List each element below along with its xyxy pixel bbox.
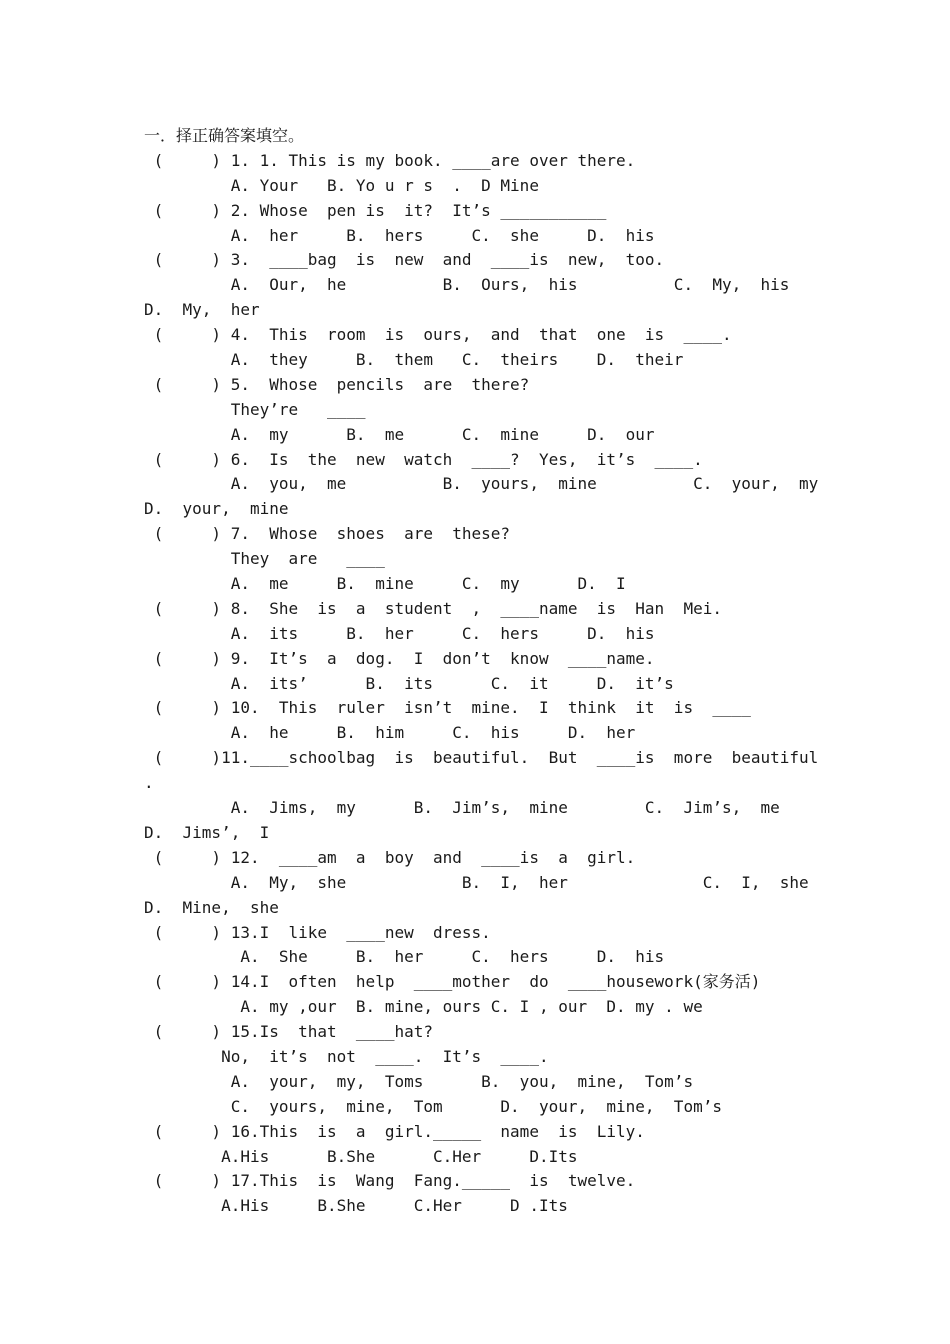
text-line: ( ) 17.This is Wang Fang._____ is twelve. bbox=[144, 1171, 636, 1191]
text-line: A. Jims, my B. Jim’s, mine C. Jim’s, me bbox=[144, 798, 780, 818]
text-line: A.His B.She C.Her D.Its bbox=[144, 1146, 578, 1166]
text-line: D. Mine, she bbox=[144, 897, 279, 917]
text-line: D. My, her bbox=[144, 300, 260, 320]
text-line: ( ) 8. She is a student , ____name is Han Mei. bbox=[144, 598, 722, 618]
text-line: . bbox=[144, 773, 154, 793]
text-line: They are ____ bbox=[144, 549, 385, 569]
question-list bbox=[144, 149, 824, 1219]
section-title: 一．择正确答案填空。 bbox=[144, 126, 305, 145]
text-line: No, it’s not ____. It’s ____. bbox=[144, 1046, 549, 1066]
text-line: ( ) 14.I often help ____mother do ____housework(家务活) bbox=[144, 972, 761, 992]
text-line: ( ) 2. Whose pen is it? It’s ___________ bbox=[144, 200, 607, 220]
text-line: A.His B.She C.Her D .Its bbox=[144, 1196, 568, 1216]
text-line: ( ) 15.Is that ____hat? bbox=[144, 1022, 433, 1042]
text-line: ( ) 5. Whose pencils are there? bbox=[144, 374, 530, 394]
text-line: ( ) 13.I like ____new dress. bbox=[144, 922, 491, 942]
text-line: D. your, mine bbox=[144, 499, 289, 519]
text-line: ( ) 16.This is a girl._____ name is Lily. bbox=[144, 1121, 645, 1141]
exercise-content bbox=[144, 124, 824, 1219]
text-line: A. your, my, Toms B. you, mine, Tom’s bbox=[144, 1071, 694, 1091]
text-line: A. me B. mine C. my D. I bbox=[144, 574, 626, 594]
text-line: A. its’ B. its C. it D. it’s bbox=[144, 673, 674, 693]
text-line: ( )11.____schoolbag is beautiful. But ____is more beautiful bbox=[144, 748, 819, 768]
text-line: A. Our, he B. Ours, his C. My, his bbox=[144, 275, 790, 295]
text-line: ( ) 7. Whose shoes are these? bbox=[144, 524, 511, 544]
text-line: ( ) 9. It’s a dog. I don’t know ____name. bbox=[144, 648, 655, 668]
text-line: A. you, me B. yours, mine C. your, my bbox=[144, 474, 819, 494]
text-line: A. my ,our B. mine, ours C. I , our D. my . we bbox=[144, 997, 703, 1017]
text-line: A. my B. me C. mine D. our bbox=[144, 424, 655, 444]
text-line: A. My, she B. I, her C. I, she bbox=[144, 872, 809, 892]
text-line: D. Jims’, I bbox=[144, 822, 270, 842]
text-line: ( ) 12. ____am a boy and ____is a girl. bbox=[144, 847, 636, 867]
text-line: ( ) 3. ____bag is new and ____is new, too. bbox=[144, 250, 665, 270]
text-line: ( ) 10. This ruler isn’t mine. I think it is ____ bbox=[144, 698, 751, 718]
text-line: A. She B. her C. hers D. his bbox=[144, 947, 665, 967]
text-line: They’re ____ bbox=[144, 399, 366, 419]
text-line: A. he B. him C. his D. her bbox=[144, 723, 636, 743]
text-line: A. her B. hers C. she D. his bbox=[144, 225, 655, 245]
text-line: C. yours, mine, Tom D. your, mine, Tom’s bbox=[144, 1096, 722, 1116]
text-line: ( ) 1. 1. This is my book. ____are over there. bbox=[144, 150, 636, 170]
text-line: ( ) 4. This room is ours, and that one is ____. bbox=[144, 325, 732, 345]
text-line: A. Your B. Yo u r s . D Mine bbox=[144, 175, 539, 195]
text-line: ( ) 6. Is the new watch ____? Yes, it’s ____. bbox=[144, 449, 703, 469]
text-line: A. its B. her C. hers D. his bbox=[144, 623, 655, 643]
text-line: A. they B. them C. theirs D. their bbox=[144, 350, 684, 370]
